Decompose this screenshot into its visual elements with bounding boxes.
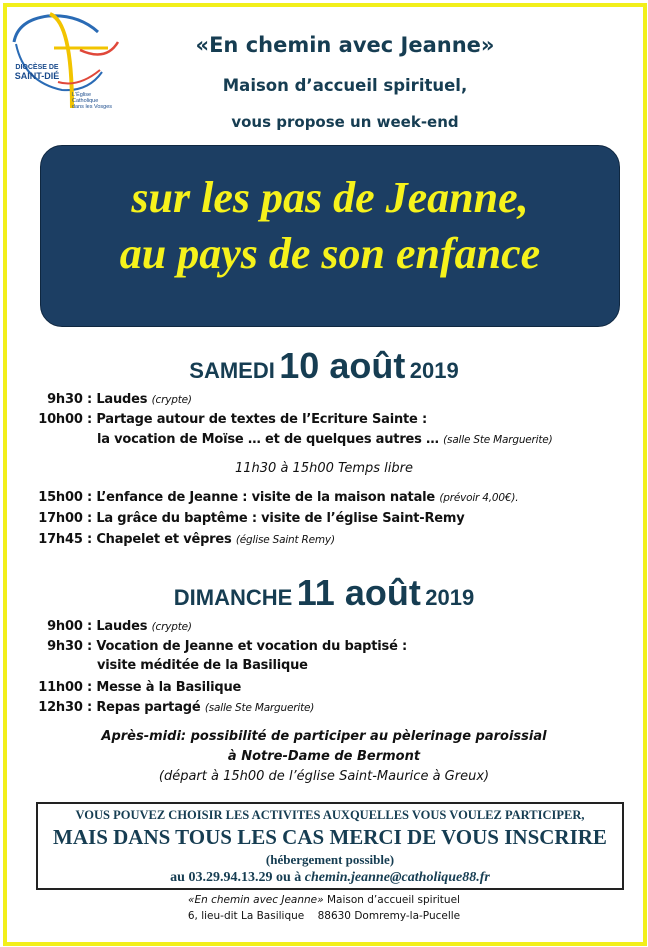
day1-item-3: la vocation de Moïse … et de quelques autres … (salle Ste Marguerite) [97,432,553,447]
afternoon-line-3: (départ à 15h00 de l’église Saint-Maurice à Greux) [158,769,490,784]
day1-item-6: 17h45 : Chapelet et vêpres (église Saint Remy) [38,532,335,547]
day1-free-time: 11h30 à 15h00 Temps libre [235,461,413,476]
day1-item-1: 9h30 : Laudes (crypte) [47,392,192,407]
email-link[interactable]: chemin.jeanne@catholique88.fr [304,870,490,885]
contact-line: au 03.29.94.13.29 ou à chemin.jeanne@catholique88.fr [170,870,490,885]
day1-item-5: 17h00 : La grâce du baptême : visite de l’église Saint-Remy [38,511,465,526]
day1-item-2: 10h00 : Partage autour de textes de l’Ecriture Sainte : [38,412,427,427]
afternoon-line-1: Après-midi: possibilité de participer au pèlerinage paroissial [101,729,547,744]
page-subtitle: Maison d’accueil spirituel, [222,76,468,95]
banner-line-2: au pays de son enfance [119,229,541,278]
day2-item-4: 11h00 : Messe à la Basilique [38,680,242,695]
afternoon-line-2: à Notre-Dame de Bermont [227,749,421,764]
day1-heading: SAMEDI 10 août 2019 [189,345,459,386]
day2-item-1: 9h00 : Laudes (crypte) [47,619,192,634]
registration-box [36,802,624,890]
notice-line-2: MAIS DANS TOUS LES CAS MERCI DE VOUS INSCRIRE [53,825,607,849]
phone-number: 03.29.94.13.29 [188,870,273,885]
notice-line-1: VOUS POUVEZ CHOISIR LES ACTIVITES AUXQUELLES VOUS VOULEZ PARTICIPER, [75,808,585,822]
day2-item-5: 12h30 : Repas partagé (salle Ste Marguerite) [38,700,315,715]
day2-item-3: visite méditée de la Basilique [97,658,308,673]
day1-item-4: 15h00 : L’enfance de Jeanne : visite de la maison natale (prévoir 4,00€). [38,490,519,505]
title-banner [40,145,620,327]
day2-heading: DIMANCHE 11 août 2019 [173,572,475,613]
banner-line-1: sur les pas de Jeanne, [131,173,529,222]
footer-line-1: «En chemin avec Jeanne» Maison d’accueil spirituel [188,894,460,906]
page-tagline: vous propose un week-end [231,113,459,131]
logo-diocese-label: DIOCÈSE DE SAINT-DIÉ [14,64,60,81]
notice-line-3: (hébergement possible) [265,852,395,867]
footer-address: 6, lieu-dit La Basilique 88630 Domremy-la-Pucelle [187,910,461,922]
page-title: «En chemin avec Jeanne» [195,33,495,57]
logo-church-label: L'Église Catholique dans les Vosges [72,92,113,110]
day2-item-2: 9h30 : Vocation de Jeanne et vocation du baptisé : [47,639,408,654]
